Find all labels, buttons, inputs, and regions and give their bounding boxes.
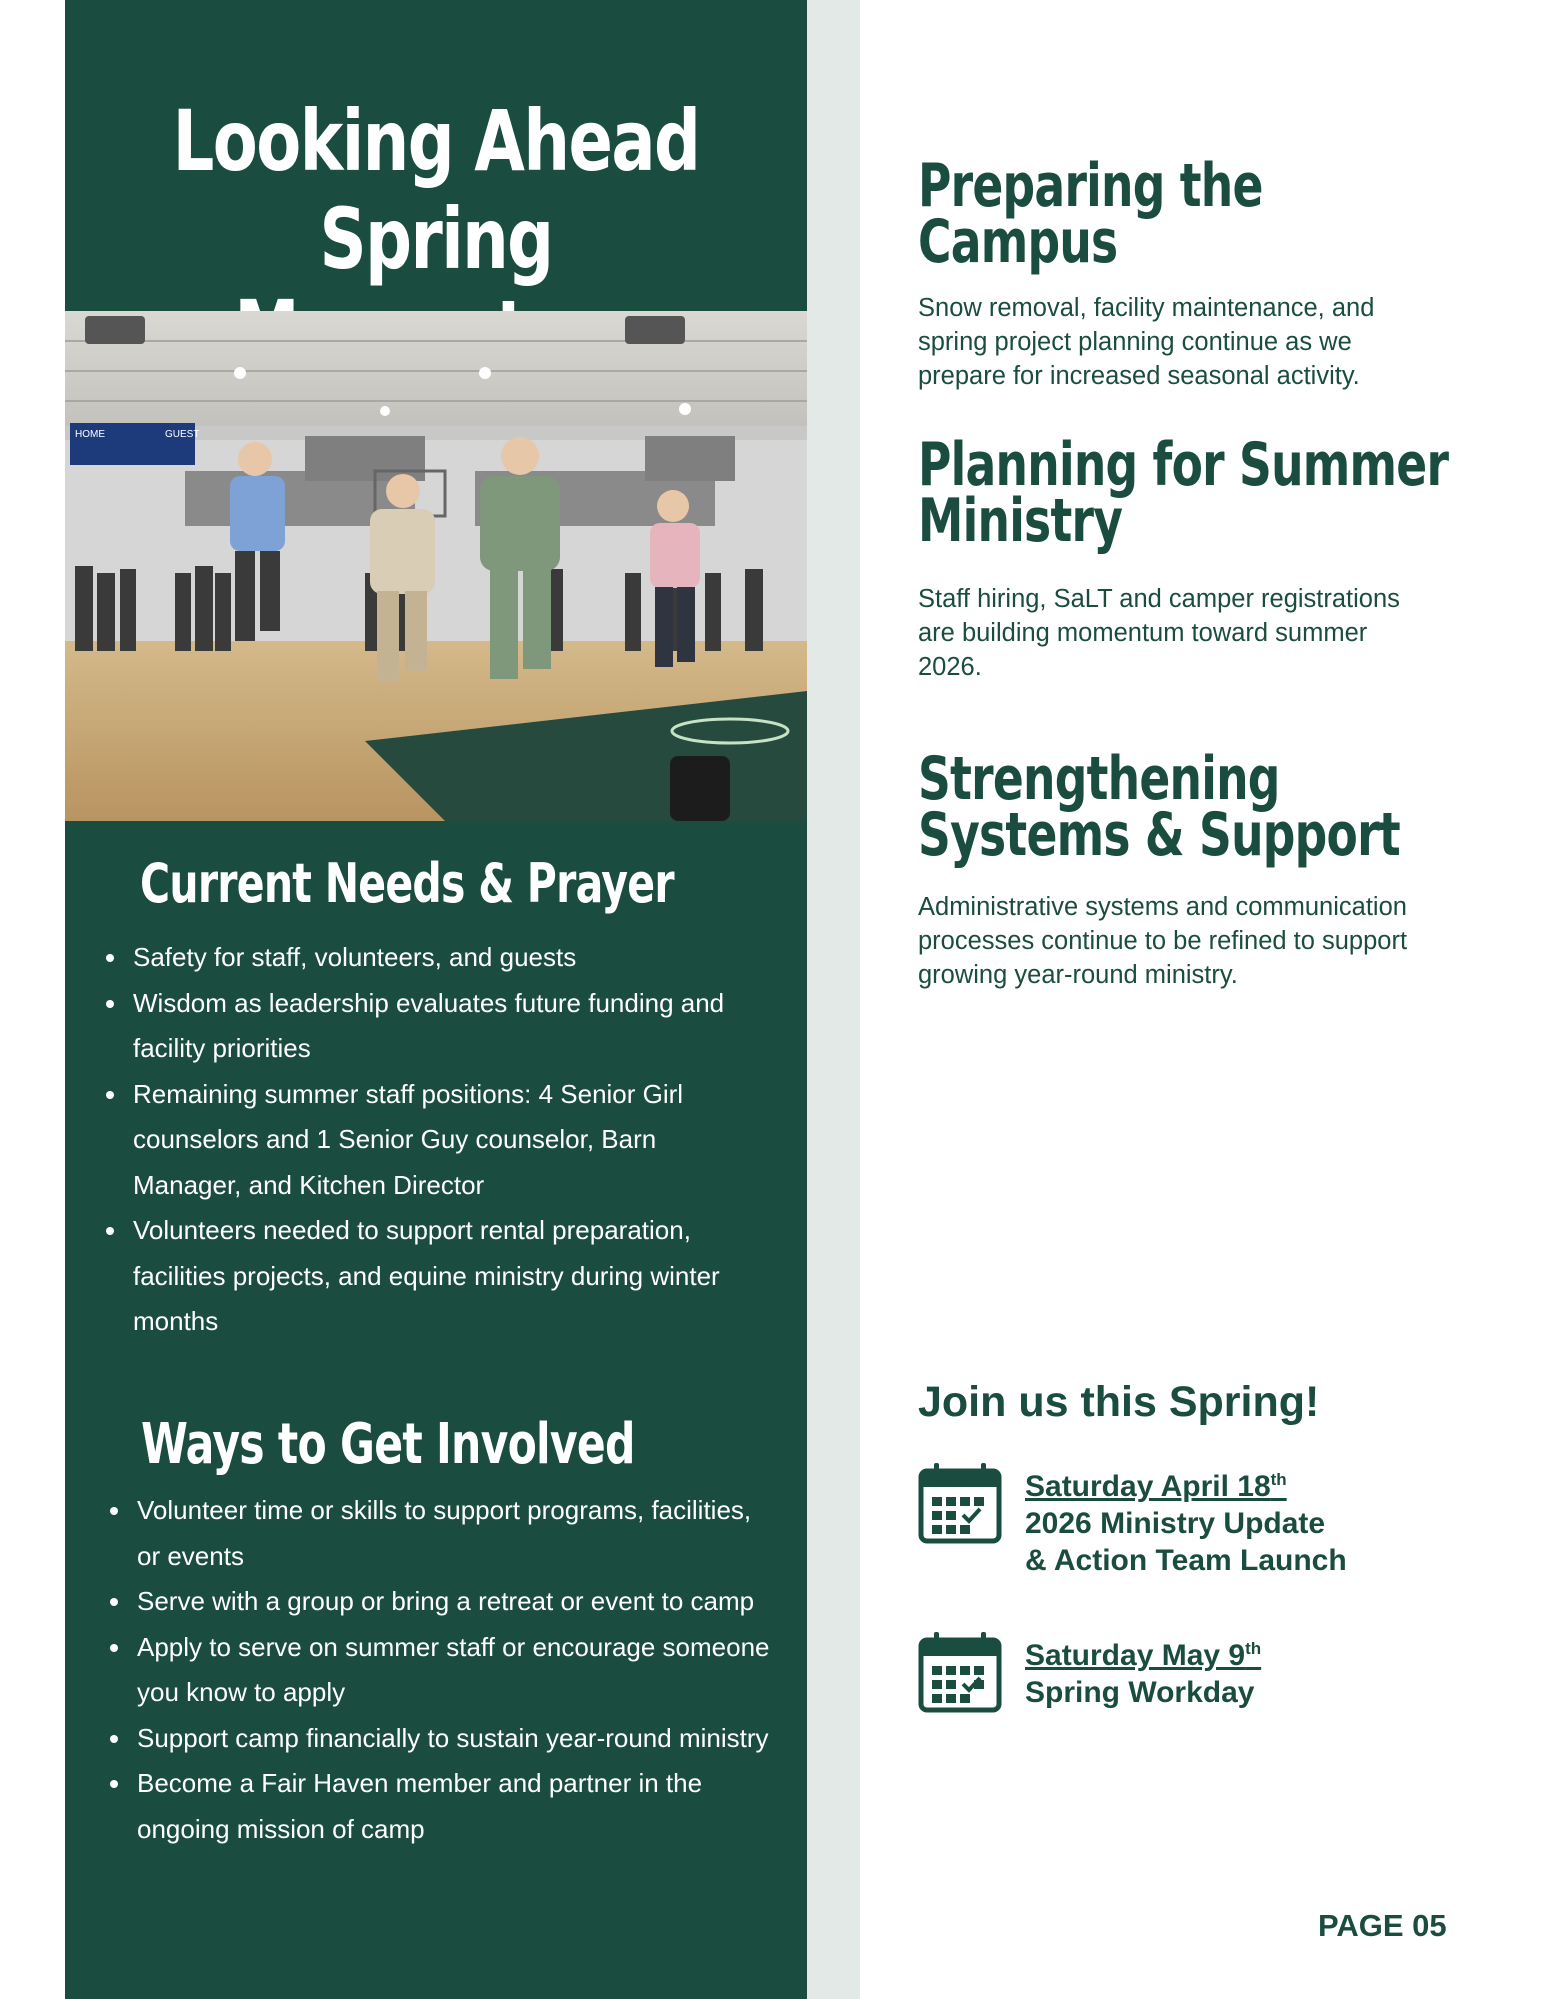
list-item: • Become a Fair Haven member and partner in the ongoing mission of camp	[133, 1761, 773, 1852]
event-date: Saturday April 18	[1025, 1470, 1271, 1503]
event-subtitle: & Action Team Launch	[1025, 1544, 1347, 1577]
divider-strip	[807, 0, 860, 1999]
event-date: Saturday May 9	[1025, 1639, 1246, 1672]
event-text	[1025, 1461, 1347, 1579]
event-text	[1025, 1630, 1261, 1711]
section-title-planning	[918, 430, 1449, 556]
event-title: Spring Workday	[1025, 1676, 1255, 1709]
needs-heading: Current Needs & Prayer	[140, 852, 674, 915]
section-title-strengthening	[918, 744, 1400, 870]
section-title-line: Campus	[918, 207, 1118, 277]
event-date-link[interactable]	[1025, 1630, 1261, 1674]
list-item: • Volunteer time or skills to support programs, facilities, or events	[133, 1488, 773, 1579]
list-item: • Support camp financially to sustain year-round ministry	[133, 1716, 773, 1762]
section-title-preparing	[918, 151, 1263, 277]
needs-list	[95, 935, 769, 1345]
date-suffix: th	[1245, 1639, 1262, 1658]
hero-title-line2: Spring	[319, 190, 553, 288]
event-date-link[interactable]	[1025, 1461, 1347, 1505]
event-title: 2026 Ministry Update	[1025, 1507, 1326, 1540]
gym-photo	[65, 311, 807, 821]
list-item: • Apply to serve on summer staff or encourage someone you know to apply	[133, 1625, 773, 1716]
section-body-preparing: Snow removal, facility maintenance, and spring project planning continue as we prepare for increased seasonal activity.	[918, 294, 1375, 390]
ways-list	[99, 1488, 773, 1852]
calendar-icon	[918, 1461, 1002, 1545]
list-item: • Serve with a group or bring a retreat or event to camp	[133, 1579, 773, 1625]
hero-title-line1: Looking Ahead	[172, 92, 700, 190]
scoreboard-home-label: HOME	[75, 429, 105, 440]
list-item: • Volunteers needed to support rental preparation, facilities projects, and equine ministry during winter months	[129, 1208, 769, 1345]
date-suffix: th	[1270, 1470, 1287, 1489]
section-title-line: Systems & Support	[918, 800, 1400, 870]
section-title-line: Ministry	[918, 486, 1123, 556]
section-title-line: Preparing the	[918, 151, 1263, 221]
ways-heading: Ways to Get Involved	[141, 1412, 635, 1477]
list-item: • Remaining summer staff positions: 4 Senior Girl counselors and 1 Senior Guy counselor, Barn Manager, and Kitchen Director	[129, 1072, 769, 1209]
section-body-strengthening: Administrative systems and communication processes continue to be refined to support growing year-round ministry.	[918, 893, 1408, 989]
section-title-line: Strengthening	[918, 744, 1280, 814]
list-item: • Safety for staff, volunteers, and guests	[129, 935, 769, 981]
calendar-icon	[918, 1630, 1002, 1714]
gym-photo-illustration	[65, 311, 807, 821]
section-body-planning: Staff hiring, SaLT and camper registrations are building momentum toward summer 2026.	[918, 585, 1400, 681]
join-heading: Join us this Spring!	[918, 1378, 1320, 1426]
section-title-line: Planning for Summer	[918, 430, 1449, 500]
page-number: PAGE 05	[1318, 1908, 1447, 1943]
list-item: • Wisdom as leadership evaluates future funding and facility priorities	[129, 981, 769, 1072]
scoreboard-guest-label: GUEST	[165, 429, 200, 440]
